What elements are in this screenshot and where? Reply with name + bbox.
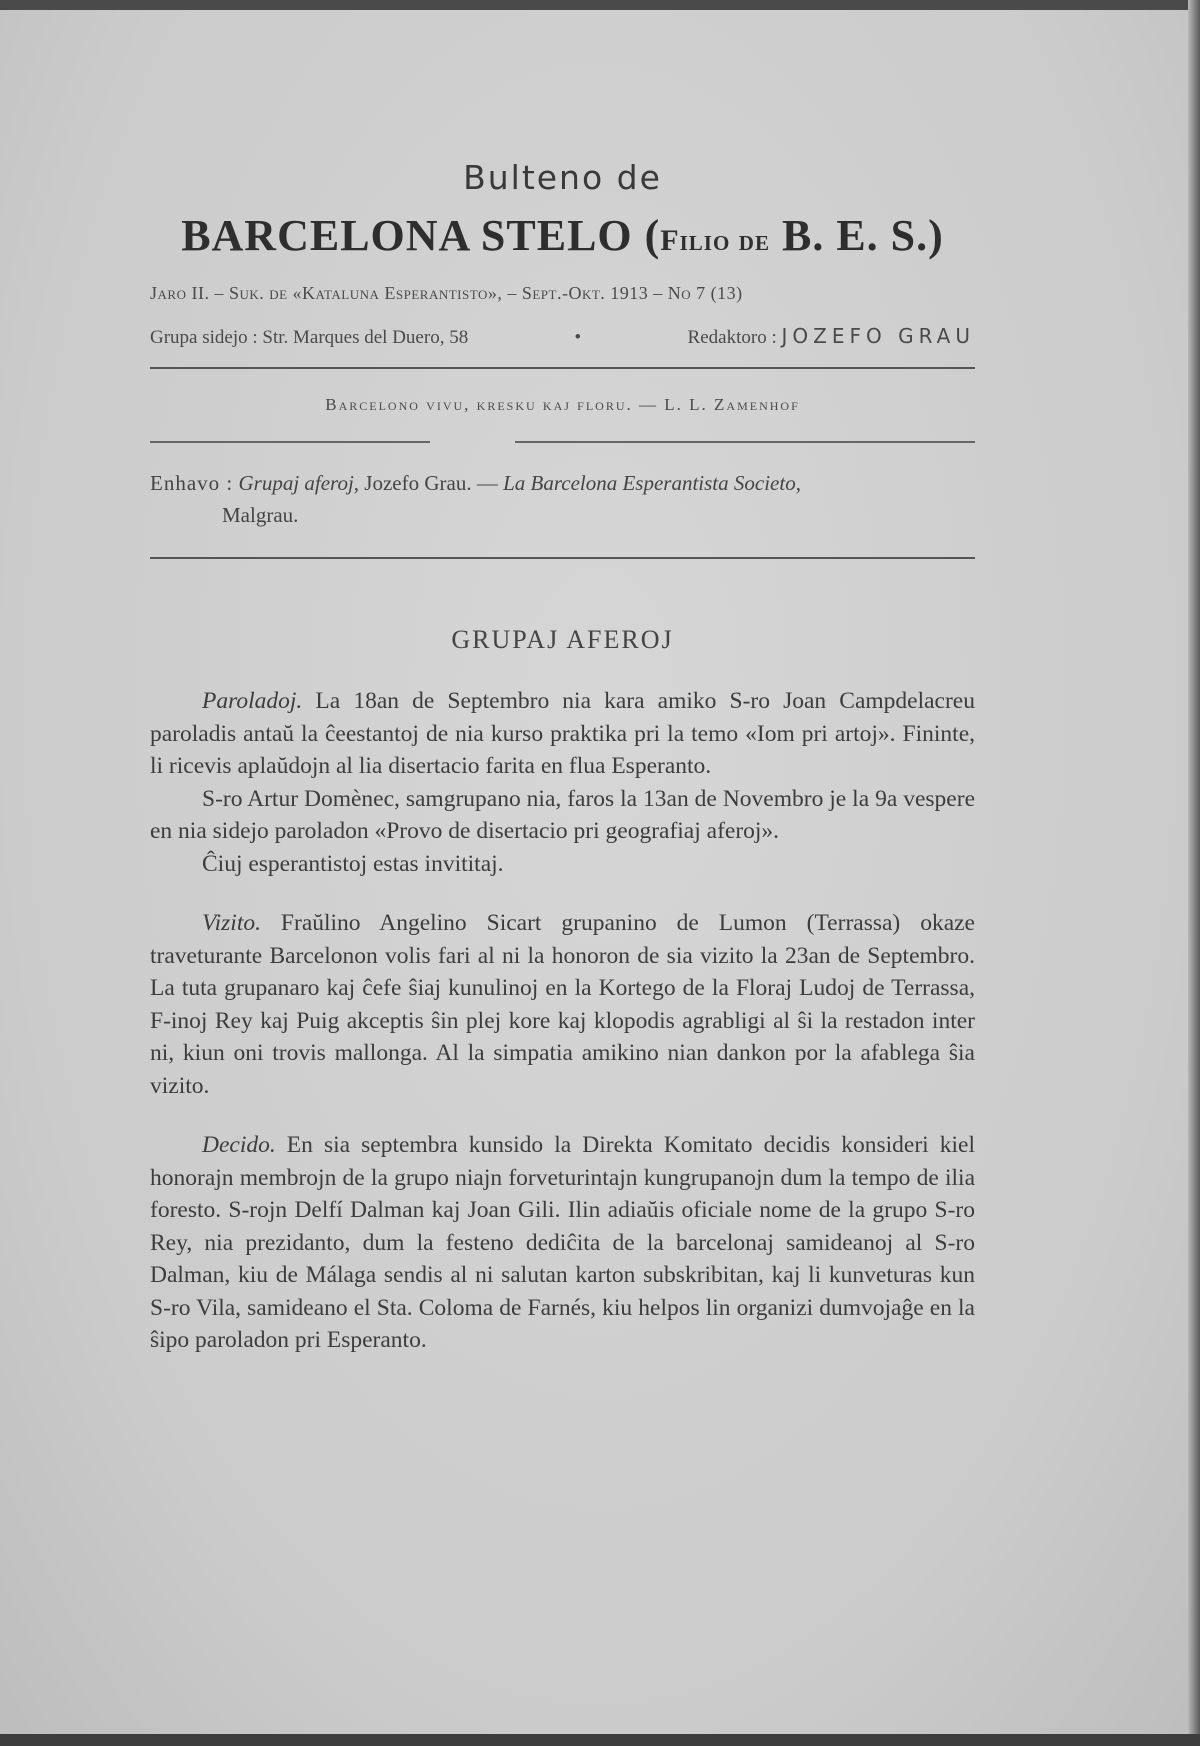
issue-info: Jaro II. – Suk. de «Kataluna Esperantisto», – Sept.-Okt. 1913 – No 7 (13) [150,283,743,303]
rule-split [150,441,975,443]
paragraph-domenec [150,783,975,848]
rule-bottom [150,557,975,559]
paragraph-text: La 18an de Septembro nia kara amiko S-ro Joan Campdelacreu paroladis antaŭ la ĉeestantoj de nia kurso praktika pri la temo «Iom pri artoj». Fininte, li ricevis aplaŭdojn al lia disertacio farita en flua Esperanto. [150,688,975,779]
paragraph-text: S-ro Artur Domènec, samgrupano nia, faros la 13an de Novembro je la 9a vespere en nia sidejo paroladon «Provo de disertacio pri geografiaj aferoj». [150,785,975,844]
paragraph-text: En sia septembra kunsido la Direkta Komitato decidis konsideri kiel honorajn membrojn de la grupo niajn forveturintajn kungrupanojn dum la tempo de ilia foresto. S-rojn Delfí Dalman kaj Joan Gili. Ilin adiaŭis oficiale nome de la grupo S-ro Rey, nia prezidanto, dum la festeno dediĉita de la barcelonaj samideanoj al S-ro Dalman, kiu de Málaga sendis al ni salutan karton subskribitan, kaj li kunveturas kun S-ro Vila, samideano el Sta. Coloma de Farnés, kiu helpos lin organizi dumvojaĝe en la ŝipo paroladon pri Esperanto. [150,1132,975,1353]
rule-split-left [150,441,430,443]
masthead-end: B. E. S.) [769,211,944,260]
editor-name: JOZEFO GRAU [781,324,975,348]
paragraph-lead: Paroladoj. [202,688,303,714]
paragraph-decido [150,1129,975,1357]
paragraph-lead: Vizito. [202,910,261,936]
table-of-contents [150,467,975,531]
masthead-main: BARCELONA STELO ( [181,211,661,260]
spacer [150,1102,975,1129]
toc-author-2: Malgrau. [222,503,299,527]
motto: Barcelono vivu, kresku kaj floru. — L. L. Zamenhof [325,395,800,414]
group-seat: Grupa sidejo : Str. Marques del Duero, 58 [150,327,469,348]
paragraph-vizito [150,907,975,1102]
bullet-separator: • [574,327,582,348]
issue-line [150,283,975,304]
toc-label: Enhavo : [150,471,234,495]
scan-edge-top [0,0,1200,10]
seat-editor-line [150,324,975,349]
toc-author-1: Jozefo Grau. [364,471,472,495]
masthead-filio: Filio de [660,224,770,257]
paragraph-paroladoj [150,685,975,783]
scan-edge-right [1188,0,1200,1746]
rule-top [150,367,975,369]
paragraph-lead: Decido. [202,1132,276,1158]
toc-item-2: La Barcelona Esperantista Societo, [503,471,801,495]
page-content [150,150,975,1357]
editor-block [688,324,975,349]
paragraph-invitation [150,848,975,881]
editor-label: Redaktoro : [687,327,777,348]
masthead-title [150,210,975,261]
paragraph-text: Ĉiuj esperantistoj estas invititaj. [202,850,504,877]
paragraph-text: Fraŭlino Angelino Sicart grupanino de Lumon (Terrassa) okaze traveturante Barcelonon volis fari al ni la honoron de sia vizito la 23an de Septembro. La tuta grupanaro kaj ĉefe ŝiaj kunulinoj en la Kortego de la Floraj Ludoj de Terrassa, F-inoj Rey kaj Puig akceptis ŝin plej kore kaj klopodis agrabligi al ŝi la restadon inter ni, kiun oni trovis mallonga. Al la simpatia amikino nian dankon por la afablega ŝia vizito. [150,910,975,1099]
bulletin-kicker: Bulteno de [463,158,662,197]
article-title: GRUPAJ AFEROJ [451,625,674,654]
toc-dash: — [471,471,504,495]
spacer [150,880,975,907]
rule-split-right [515,441,975,443]
toc-item-1: Grupaj aferoj, [238,471,360,495]
scan-edge-bottom [0,1734,1200,1746]
